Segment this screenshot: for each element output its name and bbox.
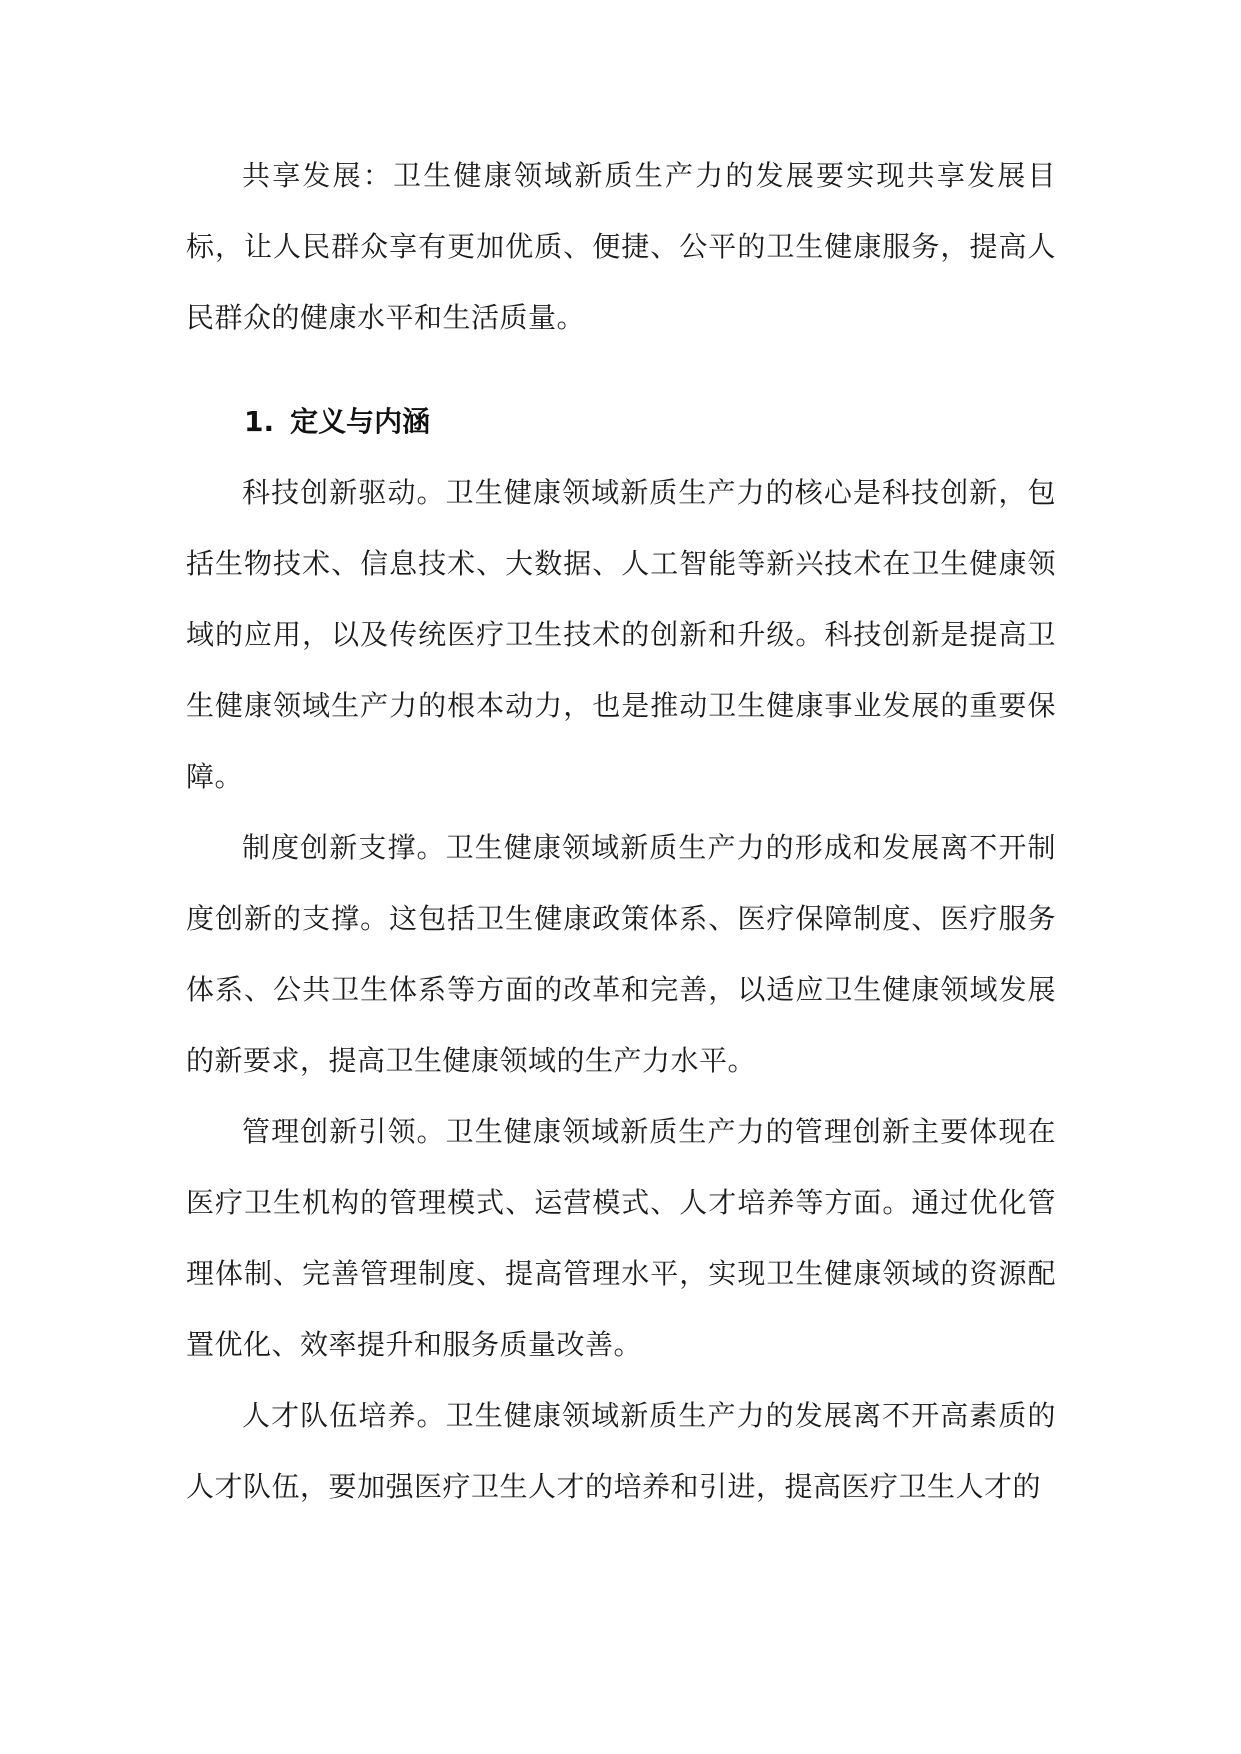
document-body (186, 140, 1056, 1522)
paragraph-talent-cultivation: 人才队伍培养。卫生健康领域新质生产力的发展离不开高素质的人才队伍，要加强医疗卫生人才的培养和引进，提高医疗卫生人才的 (186, 1399, 1056, 1503)
section-heading (186, 386, 1056, 457)
section-number: 1. (244, 405, 275, 438)
intro-paragraph: 共享发展：卫生健康领域新质生产力的发展要实现共享发展目标，让人民群众享有更加优质、便捷、公平的卫生健康服务，提高人民群众的健康水平和生活质量。 (186, 159, 1056, 334)
paragraph-management-innovation: 管理创新引领。卫生健康领域新质生产力的管理创新主要体现在医疗卫生机构的管理模式、运营模式、人才培养等方面。通过优化管理体制、完善管理制度、提高管理水平，实现卫生健康领域的资源配置优化、效率提升和服务质量改善。 (186, 1115, 1056, 1361)
paragraph-institutional-innovation: 制度创新支撑。卫生健康领域新质生产力的形成和发展离不开制度创新的支撑。这包括卫生健康政策体系、医疗保障制度、医疗服务体系、公共卫生体系等方面的改革和完善，以适应卫生健康领域发展的新要求，提高卫生健康领域的生产力水平。 (186, 831, 1056, 1077)
paragraph-tech-innovation: 科技创新驱动。卫生健康领域新质生产力的核心是科技创新，包括生物技术、信息技术、大数据、人工智能等新兴技术在卫生健康领域的应用，以及传统医疗卫生技术的创新和升级。科技创新是提高卫生健康领域生产力的根本动力，也是推动卫生健康事业发展的重要保障。 (186, 476, 1056, 793)
section-title: 定义与内涵 (290, 405, 431, 438)
